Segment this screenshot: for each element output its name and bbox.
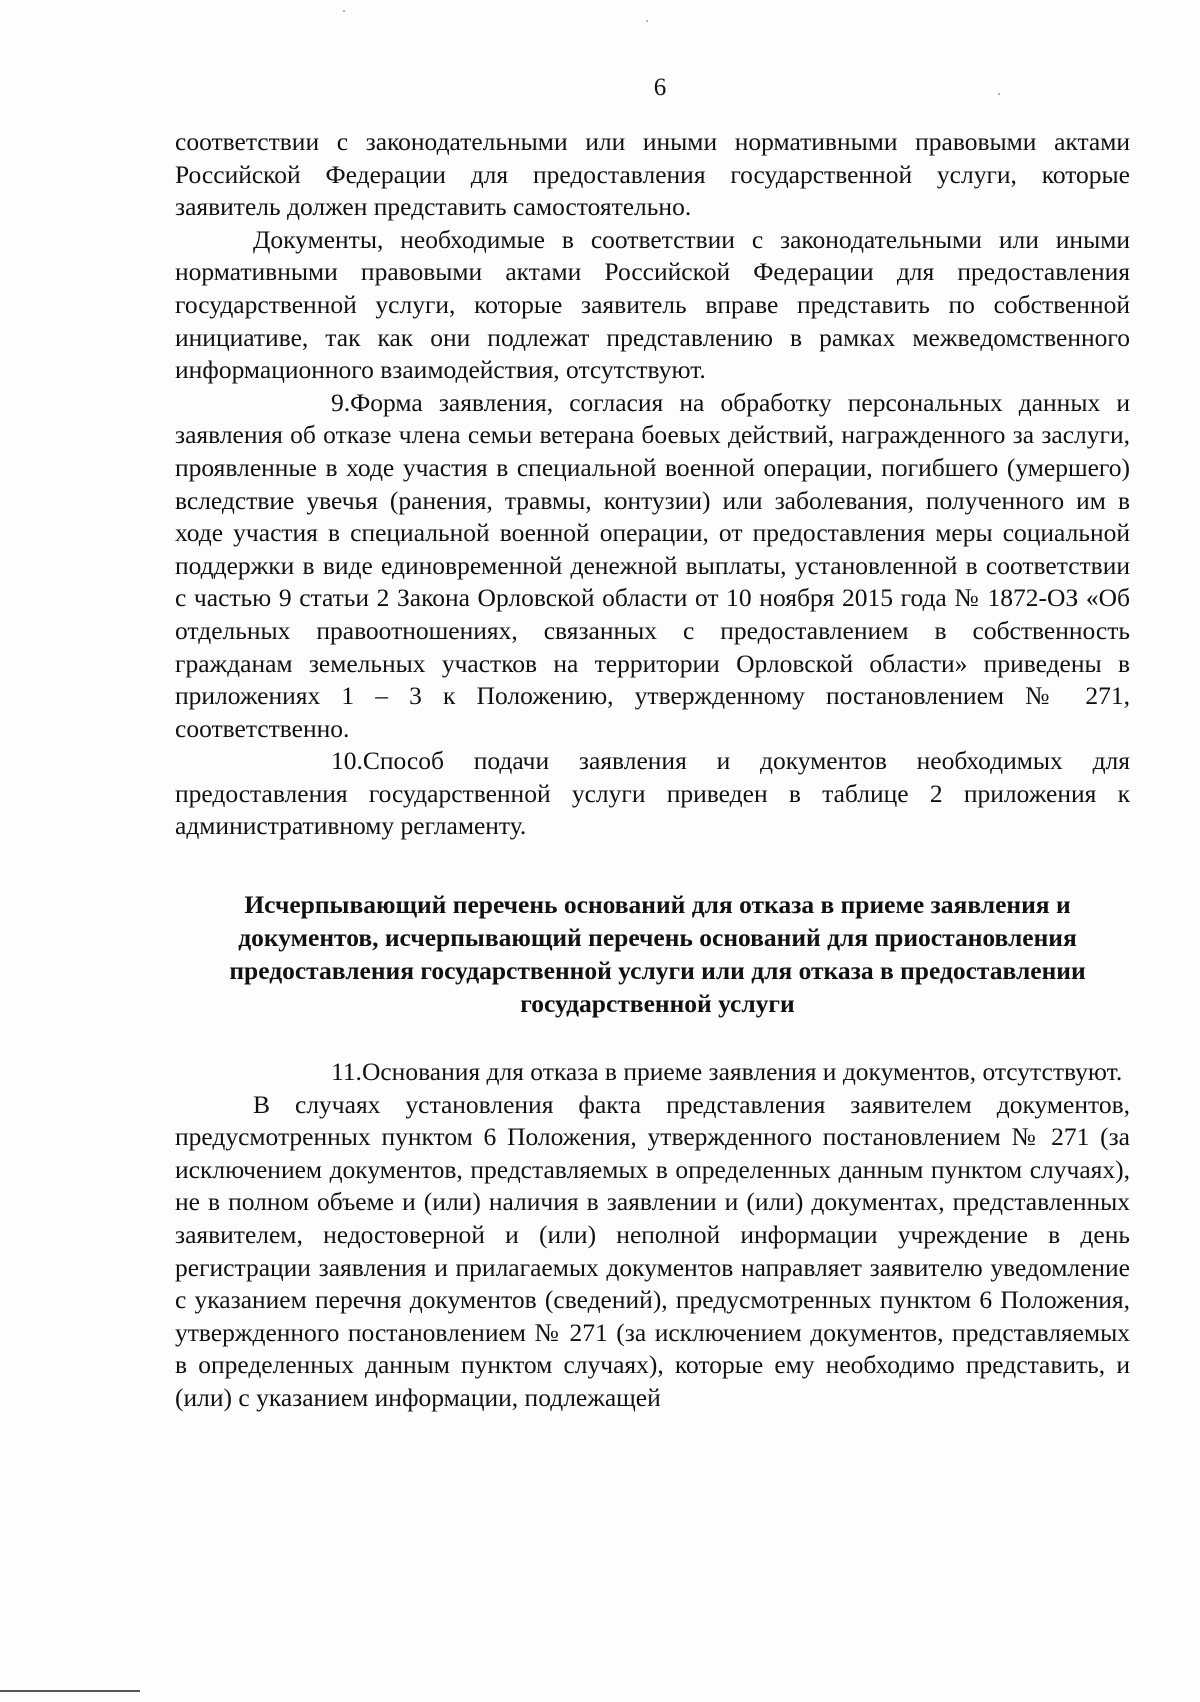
item-10-number: 10.: [331, 746, 363, 776]
item-11-number: 11.: [331, 1057, 362, 1087]
paragraph-continuation: соответствии с законодательными или иными нормативными правовыми актами Российской Федерации для предоставления государственной услуги, которые заявитель должен представить самостоятельно.: [175, 127, 1130, 222]
scan-speck: [343, 10, 345, 12]
scan-edge-line: [0, 1690, 140, 1692]
item-9-number: 9.: [331, 387, 351, 417]
section-heading: Исчерпывающий перечень оснований для отказа в приеме заявления и документов, исчерпывающий перечень оснований для приостановления предоставления государственной услуги или для отказа в предоставлении государственной услуги: [229, 890, 1086, 1019]
document-body: [175, 126, 1130, 1415]
item-10-text: Способ подачи заявления и документов необходимых для предоставления государственной услуги приведен в таблице 2 приложения к административному регламенту.: [175, 746, 1130, 841]
page-number: 6: [653, 74, 667, 101]
paragraph-documents: Документы, необходимые в соответствии с законодательными или иными нормативными правовыми актами Российской Федерации для предоставления государственной услуги, которые заявитель вправе представить по собственной инициативе, так как они подлежат представлению в рамках межведомственного информационного взаимодействия, отсутствуют.: [175, 224, 1130, 385]
paragraph-cases: В случаях установления факта представления заявителем документов, предусмотренных пунктом 6 Положения, утвержденного постановлением № 271 (за исключением документов, представляемых в определенных данным пунктом случаях), не в полном объеме и (или) наличия в заявлении и (или) документах, представленных заявителем, недостоверной и (или) неполной информации учреждение в день регистрации заявления и прилагаемых документов направляет заявителю уведомление с указанием перечня документов (сведений), предусмотренных пунктом 6 Положения, утвержденного постановлением № 271 (за исключением документов, представляемых в определенных данным пунктом случаях), которые ему необходимо представить, и (или) с указанием информации, подлежащей: [175, 1089, 1130, 1412]
item-9: [175, 387, 1130, 746]
item-9-text: Форма заявления, согласия на обработку персональных данных и заявления об отказе члена семьи ветерана боевых действий, награжденного за заслуги, проявленные в ходе участия в специальной военной операции, погибшего (умершего) вследствие увечья (ранения, травмы, контузии) или заболевания, полученного им в ходе участия в специальной военной операции, от предоставления меры социальной поддержки в виде единовременной денежной выплаты, установленной в соответствии с частью 9 статьи 2 Закона Орловской области от 10 ноября 2015 года № 1872-ОЗ «Об отдельных правоотношениях, связанных с предоставлением в собственность гражданам земельных участков на территории Орловской области» приведены в приложениях 1 – 3 к Положению, утвержденному постановлением № 271, соответственно.: [175, 387, 1130, 743]
item-11-text: Основания для отказа в приеме заявления и документов, отсутствуют.: [361, 1057, 1123, 1087]
item-10: [175, 745, 1130, 843]
scan-speck: [998, 93, 1000, 95]
scan-speck: [646, 20, 648, 22]
item-11: [175, 1056, 1130, 1089]
